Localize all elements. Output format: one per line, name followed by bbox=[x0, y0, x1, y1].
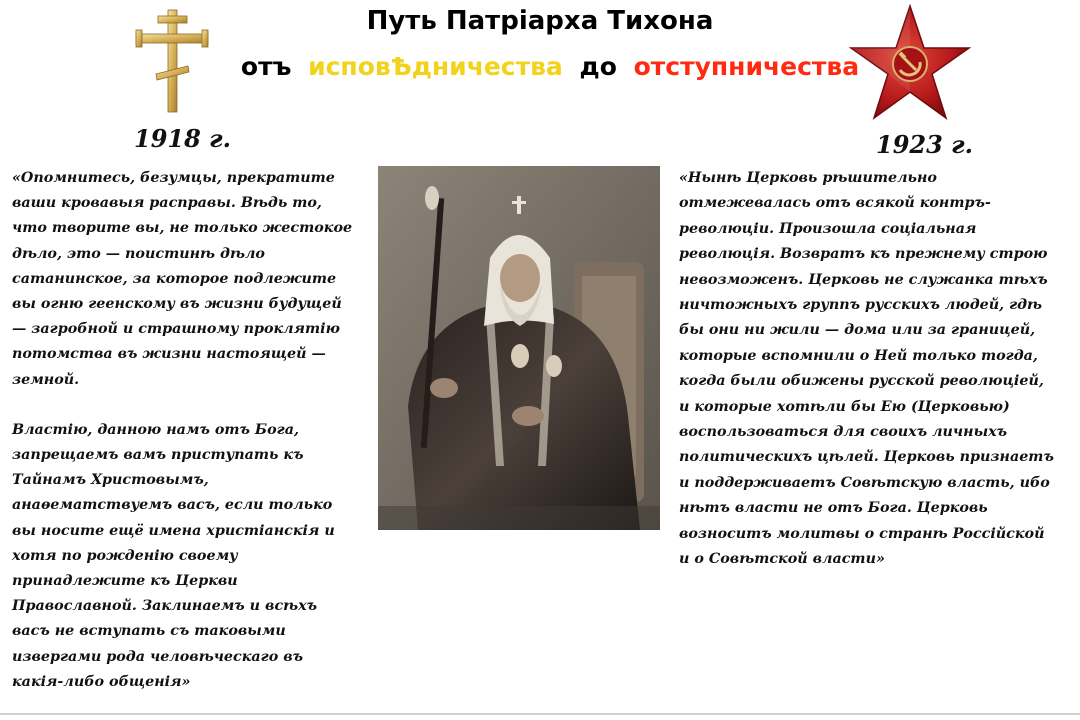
orthodox-cross-icon bbox=[134, 8, 210, 114]
quote-1923-paragraph: «Нынѣ Церковь рѣшительно отмежевалась отъ всякой контръ-революціи. Произошла соціальная революція. Возвратъ къ прежнему строю невозможенъ. Церковь не служанка тѣхъ ничтожныхъ группъ русскихъ людей, гдѣ бы они ни жили — дома или за границей, которые вспомнили о Ней только тогда, когда были обижены русской революціей, и которые хотѣли бы Ею (Церковью) воспользоваться для своихъ личныхъ политическихъ цѣлей. Церковь признаетъ и поддерживаетъ Совѣтскую власть, ибо нѣтъ власти не отъ Бога. Церковь возноситъ молитвы о странѣ Россійской и о Совѣтской власти» bbox=[679, 170, 1054, 568]
red-star-hammer-sickle-icon bbox=[848, 4, 972, 122]
quote-1923 bbox=[679, 166, 1059, 573]
page-title: Путь Патріарха Тихона bbox=[366, 6, 714, 36]
year-right: 1923 г. bbox=[876, 130, 974, 159]
bottom-divider bbox=[0, 713, 1080, 715]
subtitle-word-from: отъ bbox=[240, 52, 292, 81]
year-left: 1918 г. bbox=[134, 124, 232, 153]
quote-1918 bbox=[12, 166, 357, 720]
subtitle-word-apostasy: отступничества bbox=[633, 52, 860, 81]
subtitle-word-to: до bbox=[579, 52, 617, 81]
subtitle-word-confession: исповѢдничества bbox=[308, 52, 563, 81]
quote-1918-paragraph-1: «Опомнитесь, безумцы, прекратите ваши кровавыя расправы. Вѣдь то, что творите вы, не только жестокое дѣло, это — поистинѣ дѣло сатанинское, за которое подлежите вы огню геенскому въ жизни будущей — загробной и страшному проклятію потомства въ жизни настоящей — земной. bbox=[12, 170, 353, 388]
quote-1918-paragraph-2: Властію, данною намъ отъ Бога, запрещаемъ вамъ приступать къ Тайнамъ Христовымъ, анаѳематствуемъ васъ, если только вы носите ещё имена христіанскія и хотя по рожденію своему принадлежите къ Церкви Православной. Заклинаемъ и всѣхъ васъ не вступать съ таковыми извергами рода человѣческаго въ какія-либо общенія» bbox=[12, 421, 335, 690]
patriarch-portrait-photo bbox=[378, 166, 660, 530]
